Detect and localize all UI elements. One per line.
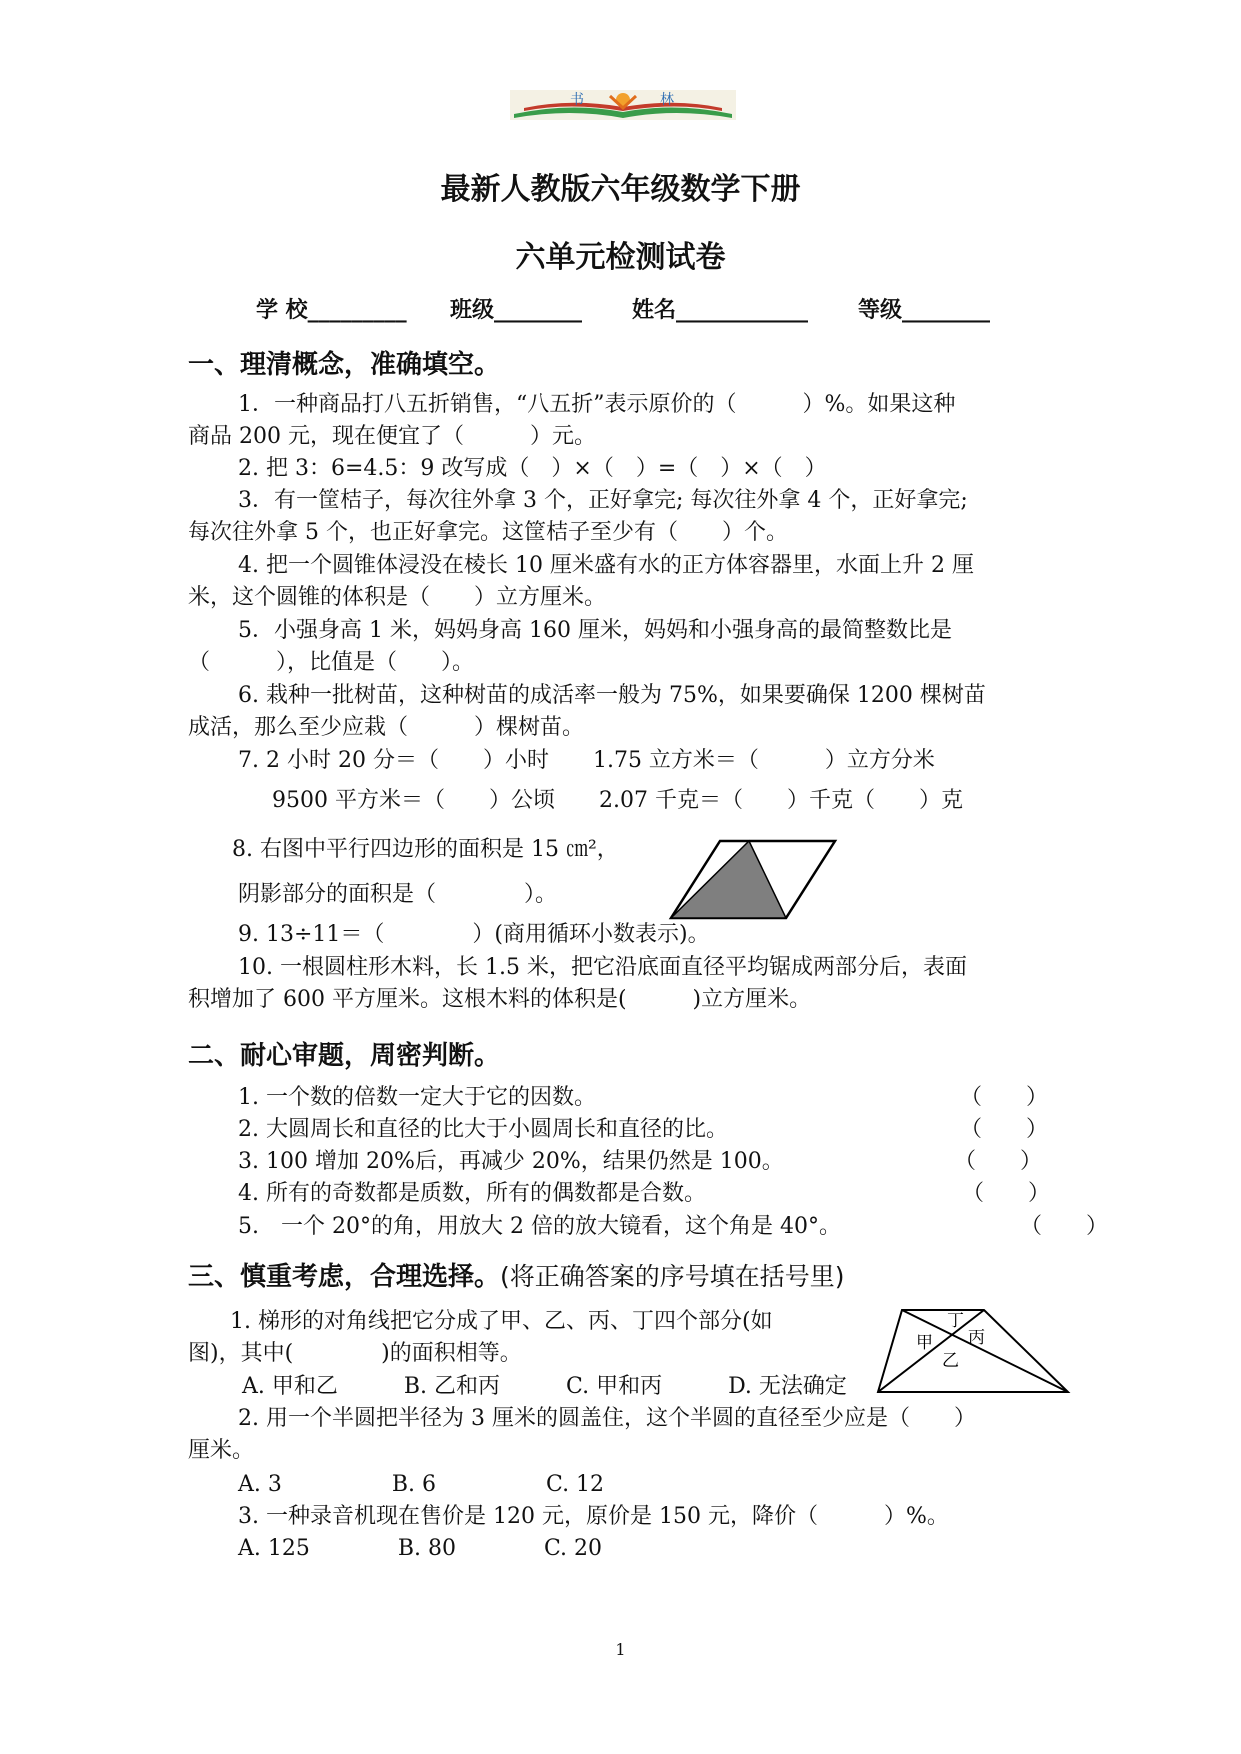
- trapezoid-label-yi: 乙: [942, 1351, 959, 1371]
- q5-line1: 5．小强身高 1 米，妈妈身高 160 厘米，妈妈和小强身高的最简整数比是: [238, 618, 952, 643]
- trapezoid-label-ding: 丁: [947, 1311, 964, 1331]
- judge-2-mark: （ ）: [960, 1117, 1049, 1142]
- q2-line: 2. 把 3：6=4.5：9 改写成（ ）×（ ）=（ ）×（ ）: [238, 456, 827, 481]
- q9-line: 9. 13÷11＝（ ）(商用循环小数表示)。: [238, 922, 710, 947]
- trapezoid-figure: [872, 1306, 1072, 1396]
- q4-line2: 米，这个圆锥的体积是（ ）立方厘米。: [188, 585, 607, 610]
- judge-1-mark: （ ）: [960, 1085, 1049, 1110]
- bookstore-logo: [510, 88, 736, 122]
- choice-2-line1: 2. 用一个半圆把半径为 3 厘米的圆盖住，这个半圆的直径至少应是（ ）: [238, 1406, 976, 1431]
- q10-line2: 积增加了 600 平方厘米。这根木料的体积是( )立方厘米。: [188, 987, 812, 1012]
- grade-field: 等级________: [858, 298, 991, 323]
- judge-3-mark: （ ）: [954, 1149, 1043, 1174]
- school-field: 学 校_________: [256, 298, 407, 323]
- choice-3-line1: 3. 一种录音机现在售价是 120 元，原价是 150 元，降价（ ）%。: [238, 1504, 949, 1529]
- judge-4-mark: （ ）: [962, 1181, 1051, 1206]
- judge-5-mark: （ ）: [1020, 1214, 1109, 1239]
- document-title: 最新人教版六年级数学下册: [440, 172, 801, 207]
- q8-line1: 8. 右图中平行四边形的面积是 15 ㎝²，: [232, 837, 619, 862]
- section3-heading: 三、慎重考虑，合理选择。: [188, 1262, 501, 1292]
- q1-line2: 商品 200 元，现在便宜了（ ）元。: [188, 424, 596, 449]
- q7-line2: 9500 平方米＝（ ）公顷 2.07 千克＝（ ）千克（ ）克: [272, 788, 963, 813]
- page-number: 1: [615, 1640, 626, 1659]
- judge-1-text: 1. 一个数的倍数一定大于它的因数。: [238, 1085, 596, 1110]
- class-field: 班级________: [450, 298, 583, 323]
- trapezoid-label-jia: 甲: [916, 1333, 933, 1353]
- logo-text-right: 林: [660, 92, 674, 108]
- choice-2-line2: 厘米。: [188, 1438, 255, 1463]
- q5-line2: （ ），比值是（ ）。: [188, 650, 475, 675]
- parallelogram-figure: [668, 838, 838, 922]
- q3-line2: 每次往外拿 5 个，也正好拿完。这筐桔子至少有（ ）个。: [188, 520, 788, 545]
- choice-3-options: A. 125 B. 80 C. 20: [238, 1536, 603, 1561]
- section3-heading-note: (将正确答案的序号填在括号里): [500, 1262, 845, 1291]
- trapezoid-label-bing: 丙: [968, 1328, 985, 1348]
- choice-1-options: A. 甲和乙 B. 乙和丙 C. 甲和丙 D. 无法确定: [242, 1374, 847, 1399]
- document-subtitle: 六单元检测试卷: [515, 240, 726, 275]
- choice-2-options: A. 3 B. 6 C. 12: [238, 1472, 605, 1497]
- q1-line1: 1．一种商品打八五折销售，“八五折”表示原价的（ ）%。如果这种: [238, 392, 956, 417]
- logo-text-left: 书: [570, 92, 584, 108]
- judge-4-text: 4. 所有的奇数都是质数，所有的偶数都是合数。: [238, 1181, 706, 1206]
- choice-1-line1: 1. 梯形的对角线把它分成了甲、乙、丙、丁四个部分(如: [230, 1309, 773, 1334]
- q7-line1: 7. 2 小时 20 分＝（ ）小时 1.75 立方米＝（ ）立方分米: [238, 748, 935, 773]
- judge-5-text: 5. 一个 20°的角，用放大 2 倍的放大镜看，这个角是 40°。: [238, 1214, 841, 1239]
- q10-line1: 10. 一根圆柱形木料，长 1.5 米，把它沿底面直径平均锯成两部分后，表面: [238, 955, 967, 980]
- judge-3-text: 3. 100 增加 20%后，再减少 20%，结果仍然是 100。: [238, 1149, 784, 1174]
- q6-line1: 6. 栽种一批树苗，这种树苗的成活率一般为 75%，如果要确保 1200 棵树苗: [238, 683, 986, 708]
- q3-line1: 3．有一筐桔子，每次往外拿 3 个，正好拿完; 每次往外拿 4 个，正好拿完;: [238, 488, 968, 513]
- name-field: 姓名____________: [632, 298, 809, 323]
- choice-1-line2: 图)，其中( )的面积相等。: [188, 1341, 522, 1366]
- judge-2-text: 2. 大圆周长和直径的比大于小圆周长和直径的比。: [238, 1117, 728, 1142]
- q6-line2: 成活，那么至少应栽（ ）棵树苗。: [188, 715, 585, 740]
- q4-line1: 4. 把一个圆锥体浸没在棱长 10 厘米盛有水的正方体容器里，水面上升 2 厘: [238, 553, 974, 578]
- q8-line2: 阴影部分的面积是（ ）。: [238, 882, 558, 907]
- section1-heading: 一、理清概念，准确填空。: [188, 350, 501, 380]
- section2-heading: 二、耐心审题，周密判断。: [188, 1041, 501, 1071]
